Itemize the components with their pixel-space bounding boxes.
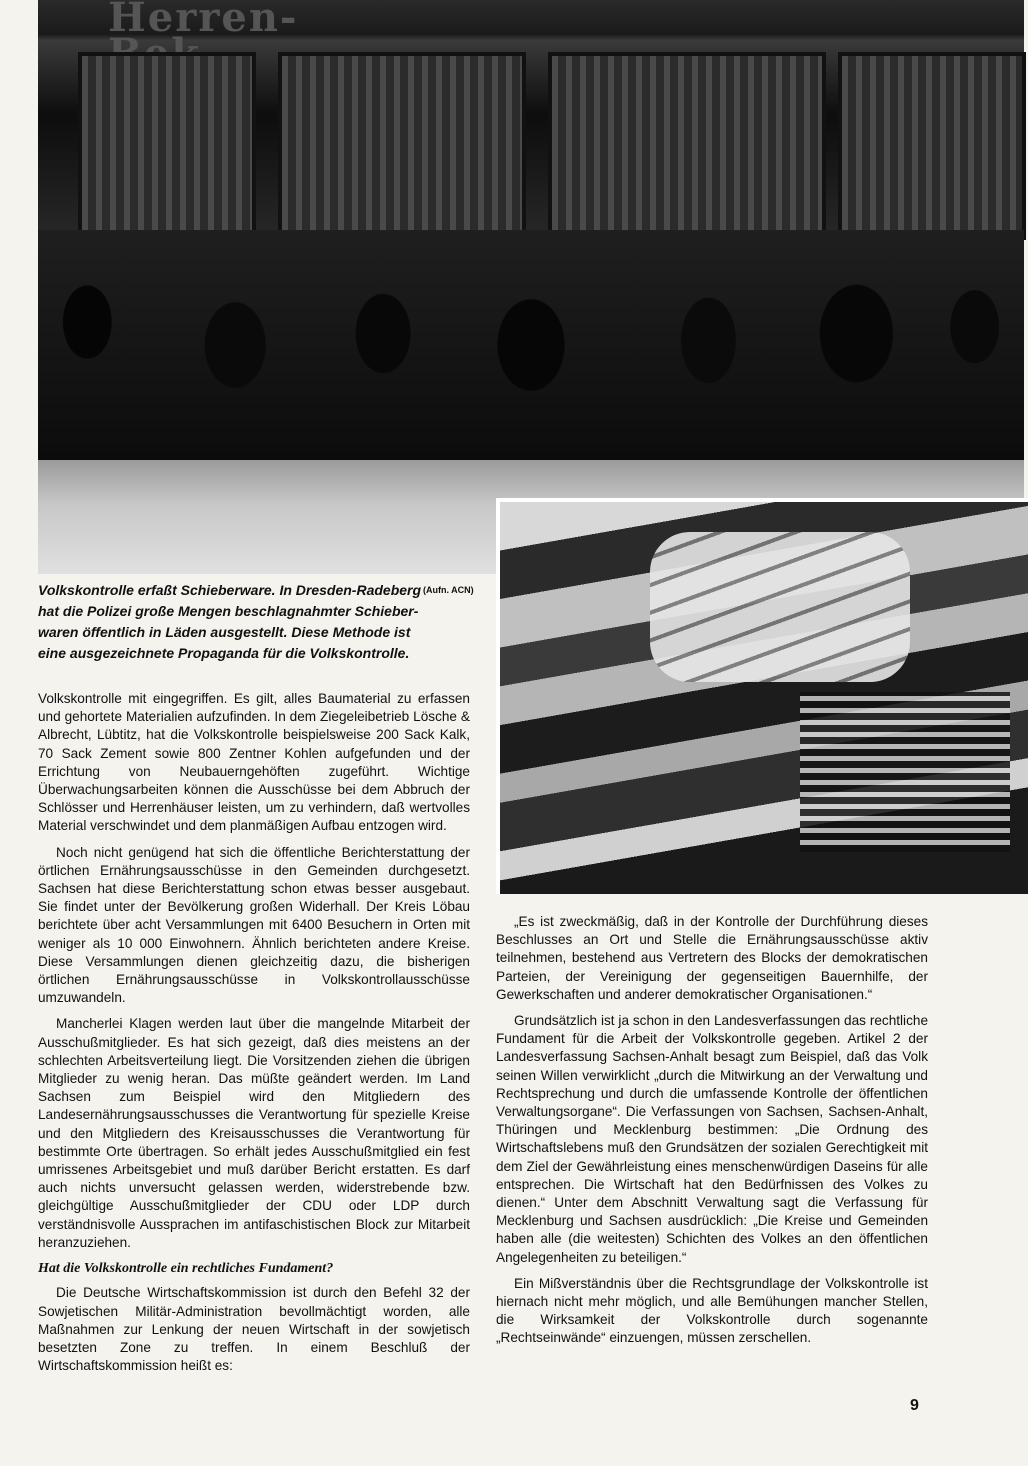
photo-caption [38,580,488,664]
right-text-column [496,913,928,1356]
quote-paragraph: „Es ist zweckmäßig, daß in der Kontrolle der Durchführung dieses Beschlusses an Ort und Stelle die Ernährungsausschüsse aktiv teilnehmen, bestehend aus Vertretern des Blocks der demokratischen Parteien, der Vereinigung der gegenseitigen Bauernhilfe, der Gewerkschaften und anderer demokratischer Organisationen.“ [496,914,928,1002]
paragraph: Volkskontrolle mit eingegriffen. Es gilt, alles Baumaterial zu erfassen und gehortete Materialien aufzufinden. In dem Ziegeleibetrieb Lösche & Albrecht, Lübtitz, hat die Volkskontrolle beispielsweise 200 Sack Kalk, 70 Sack Zement sowie 800 Zentner Kohlen aufgefunden und der Errichtung von Neubauerngehöften zugeführt. Wichtige Überwachungsarbeiten können die Ausschüsse bei dem Abbruch der Schlösser und Herrenhäuser leisten, um zu verhindern, daß wertvolles Material verschwindet und dem planmäßigen Aufbau entzogen wird. [38,691,470,834]
caption-line: Volkskontrolle erfaßt Schieberware. In Dresden-Radeberg [38,582,422,598]
confiscated-goods-photo [496,498,1028,894]
shop-sign: Herren- [108,0,299,41]
shop-window [78,52,256,240]
paragraph: Grundsätzlich ist ja schon in den Landesverfassungen das rechtliche Fundament für die Arbeit der Volkskontrolle gegeben. Artikel 2 der Landesverfassung Sachsen-Anhalt besagt zum Beispiel, daß das Volk seinen Willen verwirklicht „durch die Mitwirkung an der Verwaltung und Rechtsprechung und durch die umfassende Kontrolle der öffentlichen Verwaltungsorgane“. Die Verfassungen von Sachsen, Sachsen-Anhalt, Thüringen und Mecklenburg bestimmen: „Die Ordnung des Wirtschaftslebens muß den Grundsätzen der sozialen Gerechtigkeit mit dem Ziel der Gewährleistung eines menschenwürdigen Daseins für alle entsprechen. Die Wirtschaft hat den Bedürfnissen des Volkes zu dienen.“ Unter dem Abschnitt Verwaltung sagt die Verfassung für Mecklenburg und Sachsen ausdrücklich: „Die Kreise und Gemeinden haben alle (die weitesten) Schichten des Volkes an den öffentlichen Angelegenheiten zu beteiligen.“ [496,1013,928,1265]
street-crowd-photo [38,0,1024,574]
crowd [38,230,1024,460]
shop-window [838,52,1026,240]
left-text-column [38,690,470,1383]
shop-window [278,52,526,240]
section-heading: Hat die Volkskontrolle ein rechtliches Fundament? [38,1261,334,1277]
photo-credit: (Aufn. ACN) [423,585,474,595]
caption-line: hat die Polizei große Mengen beschlagnahmter Schieber- [38,603,419,619]
striped-textiles [800,692,1010,852]
paragraph: Mancherlei Klagen werden laut über die mangelnde Mitarbeit der Ausschußmitglieder. Es hat sich gezeigt, daß dies meistens an der schlechten Arbeitsverteilung liegt. Die Vorsitzenden ziehen die übrigen Mitglieder zu wenig heran. Das müßte geändert werden. Im Land Sachsen zum Beispiel wird den Mitgliedern des Landesernährungsausschusses die Verantwortung für spezielle Kreise und den Mitgliedern des Kreisausschusses die Verantwortung für bestimmte Orte übertragen. So erhält jedes Ausschußmitglied ein fest umrissenes Arbeitsgebiet und muß darüber Bericht erstatten. Es darf auch nichts unversucht gelassen werden, widerstrebende bzw. gleichgültige Ausschußmitglieder der CDU oder LDP durch verständnisvolle Aussprachen im antifaschistischen Block zur Mitarbeit heranzuziehen. [38,1016,470,1250]
page-number: 9 [910,1397,919,1414]
caption-line: eine ausgezeichnete Propaganda für die Volkskontrolle. [38,645,410,661]
caption-line: waren öffentlich in Läden ausgestellt. Diese Methode ist [38,624,411,640]
paragraph: Die Deutsche Wirtschaftskommission ist durch den Befehl 32 der Sowjetischen Militär-Administration bevollmächtigt worden, alle Maßnahmen zur Lenkung der neuen Wirtschaft in der sowjetisch besetzten Zone zu treffen. In einem Beschluß der Wirtschaftskommission heißt es: [38,1285,470,1374]
paragraph: Ein Mißverständnis über die Rechtsgrundlage der Volkskontrolle ist hiernach nicht mehr möglich, und alle Bemühungen mancher Stellen, die Wirksamkeit der Volkskontrolle durch sogenannte „Rechtseinwände“ einzuengen, müssen zerschellen. [496,1275,928,1346]
paragraph: Noch nicht genügend hat sich die öffentliche Berichterstattung der örtlichen Ernährungsausschüsse in den Gemeinden durchgesetzt. Sachsen hat diese Berichterstattung schon etwas besser ausgebaut. Sie findet unter der Bevölkerung großen Widerhall. Der Kreis Löbau berichtete über acht Versammlungen mit 6400 Besuchern in Orten mit weniger als 10 000 Einwohnern. Ähnlich berichteten andere Kreise. Diese Versammlungen dienen gleichzeitig dazu, die bisherigen örtlichen Ernährungsausschüsse in Volkskontrollausschüsse umzuwandeln. [38,844,470,1006]
shop-window [548,52,826,240]
fabric-rolls [650,532,910,682]
